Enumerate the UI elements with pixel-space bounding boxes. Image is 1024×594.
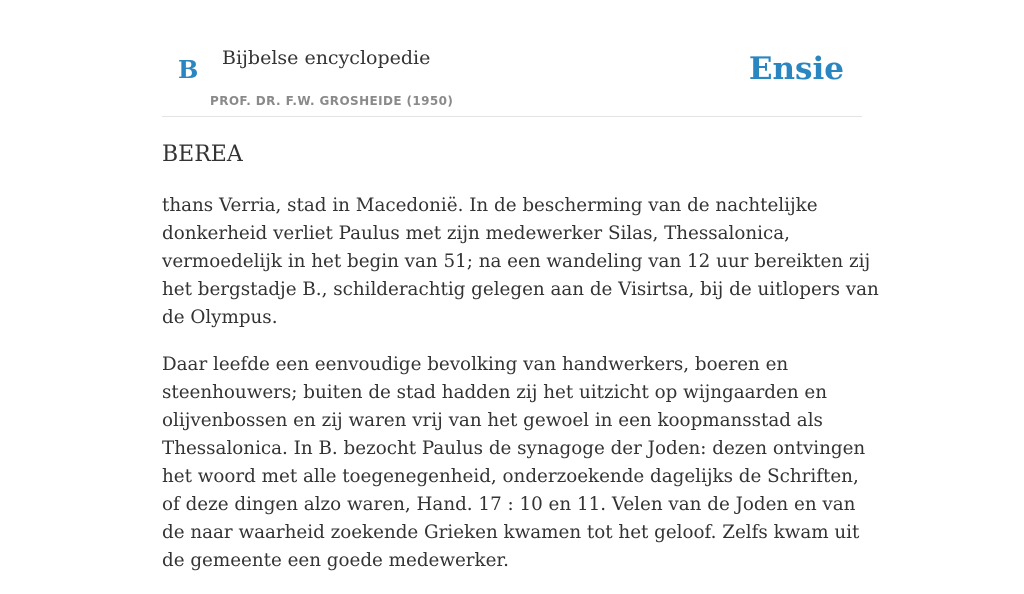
entry-paragraph: Daar leefde een eenvoudige bevolking van handwerkers, boeren en steenhouwers; buiten de stad hadden zij het uitzicht op wijngaarden en olijvenbossen en zij waren vrij van het gewoel in een koopmansstad als Thessalonica. In B. bezocht Paulus de synagoge der Joden: dezen ontvingen het woord met alle toegenegenheid, onderzoekende dagelijks de Schriften, of deze dingen alzo waren, Hand. 17 : 10 en 11. Velen van de Joden en van de naar waarheid zoekende Grieken kwamen tot het geloof. Zelfs kwam uit de gemeente een goede medewerker.: [162, 354, 866, 571]
site-header: [162, 0, 862, 117]
encyclopedia-logo[interactable]: B: [178, 55, 199, 84]
entry-paragraph: thans Verria, stad in Macedonië. In de bescherming van de nachtelijke donkerheid verliet Paulus met zijn medewerker Silas, Thessalonica, vermoedelijk in het begin van 51; na een wandeling van 12 uur bereikten zij het bergstadje B., schilderachtig gelegen aan de Visirtsa, bij de uitlopers van de Olympus.: [162, 195, 879, 328]
ensie-logo[interactable]: Ensie: [748, 51, 844, 87]
encyclopedia-title[interactable]: Bijbelse encyclopedie: [222, 47, 431, 69]
entry-title: BEREA: [162, 142, 243, 167]
content-container: [162, 0, 879, 571]
entry-body: [162, 192, 882, 594]
encyclopedia-author[interactable]: PROF. DR. F.W. GROSHEIDE (1950): [210, 94, 454, 108]
